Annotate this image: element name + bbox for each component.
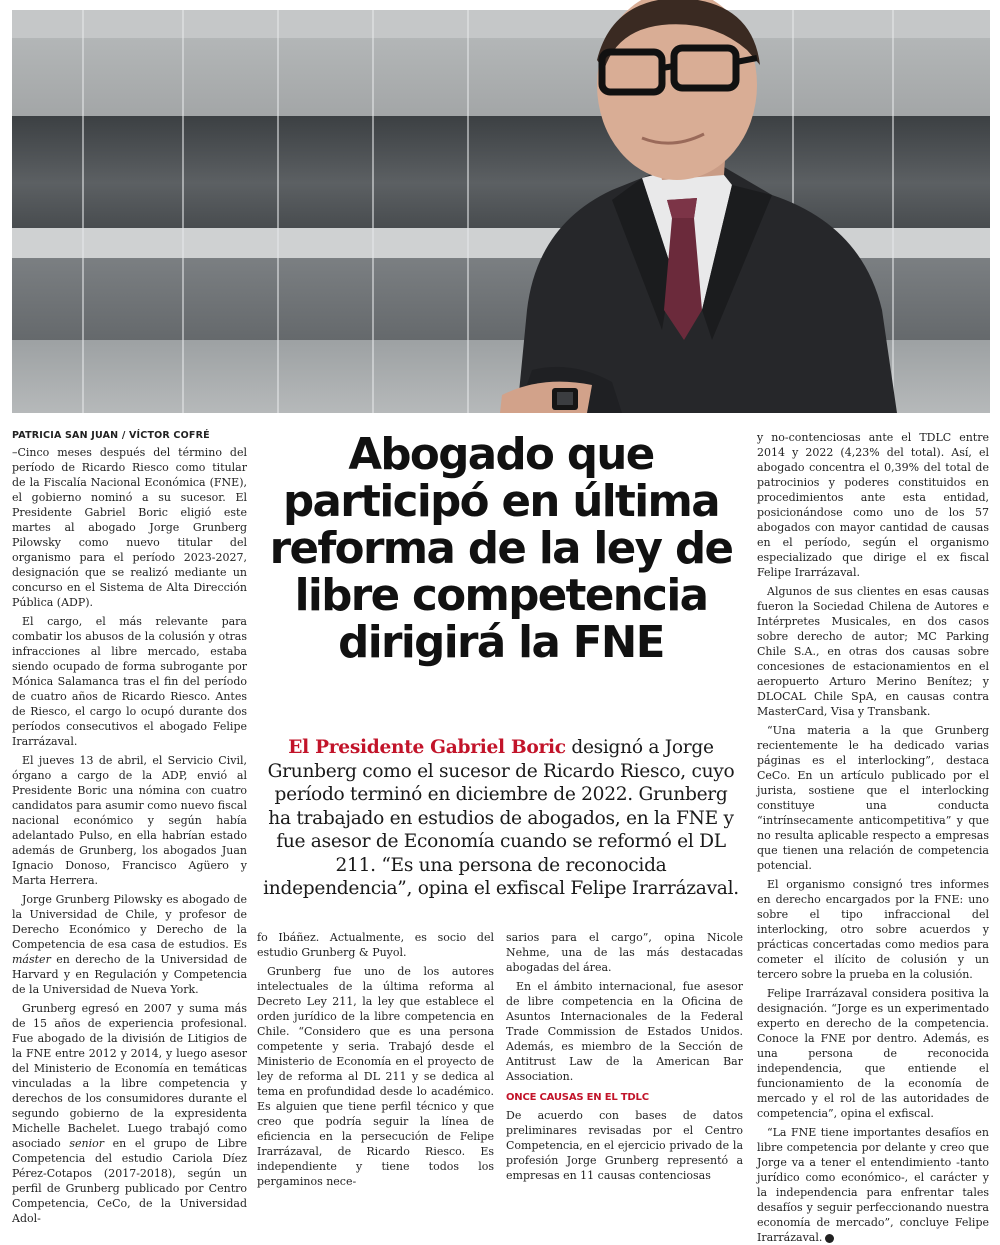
article-column-1: [12, 445, 247, 1225]
paragraph: Felipe Irarrázaval considera positiva la designación. “Jorge es un experimentado experto en derecho de la competencia. Conoce la FNE por dentro. Además, es una persona de reconocida independencia, que entiende el funcionamiento de la economía de mercado y el rol de las autoridades de competencia”, opina el exfiscal.: [757, 987, 989, 1120]
paragraph: y no-contenciosas ante el TDLC entre 2014 y 2022 (4,23% del total). Así, el abogado concentra el 0,39% del total de patrocinios y poderes constituidos en procedimientos ante esta entidad, posicionándose como uno de los 57 abogados con mayor cantidad de causas en el período, según el organismo especializado que dirige el ex fiscal Felipe Irarrázaval.: [757, 431, 989, 579]
paragraph: El organismo consignó tres informes en derecho encargados por la FNE: uno sobre el tipo infraccional del interlocking, otro sobre acuerdos y prácticas concertadas como medios para cometer el ilícito de colusión y un tercero sobre la prueba en la colusión.: [757, 878, 989, 981]
paragraph: sarios para el cargo”, opina Nicole Nehme, una de las más destacadas abogadas del área.: [506, 931, 743, 974]
article-column-4: [757, 430, 989, 1244]
paragraph: Jorge Grunberg Pilowsky es abogado de la Universidad de Chile, y profesor de Derecho Económico y Derecho de la Competencia de esa casa de estudios. Es máster en derecho de la Universidad de Harvard y en Regulación y Competencia de la Universidad de Nueva York.: [12, 893, 247, 996]
paragraph: –Cinco meses después del término del período de Ricardo Riesco como titular de la Fiscalía Nacional Económica (FNE), el gobierno nominó a su sucesor. El Presidente Gabriel Boric eligió este martes al abogado Jorge Grunberg Pilowsky como nuevo titular del organismo para el período 2023-2027, designación que se realizó mediante un concurso en el Sistema de Alta Dirección Pública (ADP).: [12, 446, 247, 609]
article-column-3: [506, 930, 743, 1182]
byline: PATRICIA SAN JUAN / VÍCTOR COFRÉ: [12, 430, 210, 441]
paragraph: El cargo, el más relevante para combatir los abusos de la colusión y otras infracciones al libre mercado, estaba siendo ocupado de forma subrogante por Mónica Salamanca tras el fin del período de cuatro años de Ricardo Riesco. Antes de Riesco, el cargo lo ocupó durante dos períodos consecutivos el abogado Felipe Irarrázaval.: [12, 615, 247, 748]
paragraph: “Una materia a la que Grunberg recientemente le ha dedicado varias páginas es el interlocking”, destaca CeCo. En un artículo publicado por el jurista, sostiene que el interlocking constituye una conducta “intrínsecamente anticompetitiva” y que no resulta aplicable respecto a empresas que tienen una relación de competencia potencial.: [757, 724, 989, 872]
portrait-figure: [12, 10, 990, 413]
paragraph: fo Ibáñez. Actualmente, es socio del estudio Grunberg & Puyol.: [257, 931, 494, 959]
lead-text: designó a Jorge Grunberg como el sucesor de Ricardo Riesco, cuyo período terminó en diciembre de 2022. Grunberg ha trabajado en estudios de abogados, en la FNE y fue asesor de Economía cuando se reformó el DL 211. “Es una persona de reconocida independencia”, opina el exfiscal Felipe Irarrázaval.: [263, 737, 739, 899]
paragraph: “La FNE tiene importantes desafíos en libre competencia por delante y creo que Jorge va a tener el entendimiento -tanto jurídico como económico-, el carácter y la independencia para enfrentar tales desafíos y seguir perfeccionando nuestra economía de mercado”, concluye Felipe Irarrázaval.: [757, 1126, 989, 1244]
paragraph: Grunberg egresó en 2007 y suma más de 15 años de experiencia profesional. Fue abogado de la división de Litigios de la FNE entre 2012 y 2014, y luego asesor del Ministerio de Economía en temáticas vinculadas a la libre competencia y derechos de los consumidores durante el segundo gobierno de la expresidenta Michelle Bachelet. Luego trabajó como asociado senior en el grupo de Libre Competencia del estudio Cariola Díez Pérez-Cotapos (2017-2018), según un perfil de Grunberg publicado por Centro Competencia, CeCo, de la Universidad Adol-: [12, 1002, 247, 1225]
article-photo: [12, 10, 990, 413]
article-column-2: [257, 930, 494, 1188]
paragraph: Algunos de sus clientes en esas causas fueron la Sociedad Chilena de Autores e Intérpretes Musicales, en dos casos sobre derecho de autor; MC Parking Chile S.A., en otras dos causas sobre concesiones de estacionamientos en el aeropuerto Arturo Merino Benítez; y DLOCAL Chile SpA, en causas contra MasterCard, Visa y Transbank.: [757, 585, 989, 718]
paragraph: De acuerdo con bases de datos preliminares revisadas por el Centro Competencia, en el ejercicio privado de la profesión Jorge Grunberg representó a empresas en 11 causas contenciosas: [506, 1109, 743, 1182]
paragraph: En el ámbito internacional, fue asesor de libre competencia en la Oficina de Asuntos Internacionales de la Federal Trade Commission de Estados Unidos. Además, es miembro de la Sección de Antitrust Law de la American Bar Association.: [506, 980, 743, 1083]
lead-paragraph: [262, 736, 740, 901]
lead-highlight: El Presidente Gabriel Boric: [288, 737, 566, 758]
paragraph: Grunberg fue uno de los autores intelectuales de la última reforma al Decreto Ley 211, la ley que establece el orden jurídico de la libre competencia en Chile. “Considero que es una persona competente y seria. Trabajó desde el Ministerio de Economía en el proyecto de ley de reforma al DL 211 y se dedica al tema en profundidad desde lo académico. Es alguien que tiene perfil técnico y que creo que podría seguir la línea de eficiencia en la persecución de Felipe Irarrázaval, de Ricardo Riesco. Es independiente y tiene todos los pergaminos nece-: [257, 965, 494, 1188]
end-of-article-icon: [825, 1234, 834, 1243]
section-subheading: ONCE CAUSAS EN EL TDLC: [506, 1092, 649, 1103]
paragraph: El jueves 13 de abril, el Servicio Civil, órgano a cargo de la ADP, envió al Presidente Boric una nómina con cuatro candidatos para asumir como nuevo fiscal nacional económico y según había adelantado Pulso, en ella habrían estado además de Grunberg, los abogados Juan Ignacio Donoso, Francisco Agüero y Marta Herrera.: [12, 754, 247, 887]
headline: Abogado que participó en última reforma de la ley de libre competencia dirigirá la FNE: [269, 430, 733, 668]
